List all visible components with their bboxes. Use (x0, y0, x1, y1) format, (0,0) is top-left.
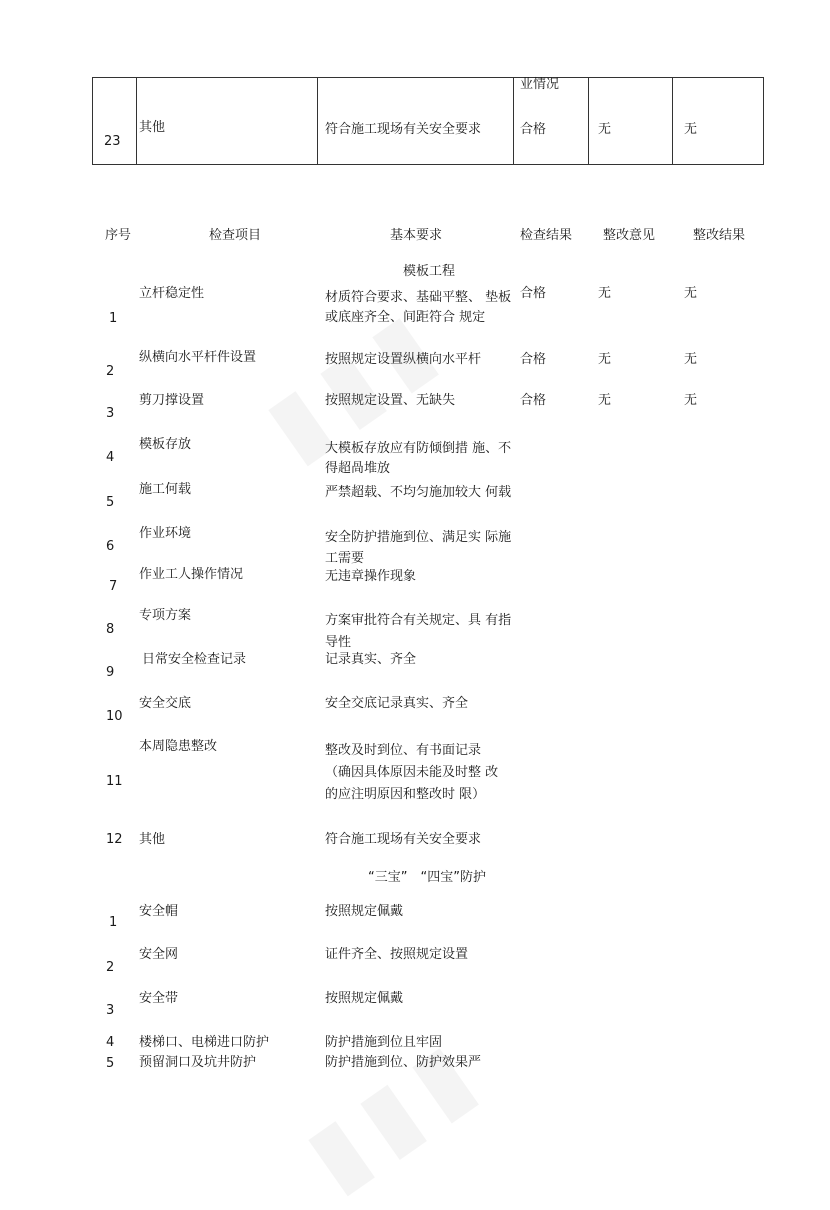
requirement-line: 无违章操作现象 (325, 569, 417, 584)
row-number: 4 (106, 1035, 115, 1050)
check-item: 安全交底 (139, 696, 192, 711)
check-item: 日常安全检查记录 (142, 652, 247, 667)
check-item: 纵横向水平杆件设置 (139, 350, 257, 365)
requirement-line: 按照规定设置纵横向水平杆 (325, 352, 482, 367)
check-result: 合格 (520, 122, 547, 137)
requirement-line: 记录真实、齐全 (325, 652, 417, 667)
row-number: 1 (109, 311, 118, 326)
check-item: 预留洞口及坑井防护 (139, 1055, 257, 1070)
row-number: 1 (109, 915, 118, 930)
check-item: 其他 (139, 832, 166, 847)
requirement-line: 按照规定设置、无缺失 (325, 393, 456, 408)
check-item: 本周隐患整改 (139, 739, 218, 754)
section-title-formwork: 模板工程 (403, 264, 456, 279)
check-item: 作业工人操作情况 (139, 567, 244, 582)
continued-result-text: 业情况 (520, 77, 560, 92)
requirement-line: 或底座齐全、间距符合 规定 (325, 310, 486, 325)
check-item: 安全带 (139, 991, 179, 1006)
check-item: 安全帽 (139, 904, 179, 919)
header-requirement: 基本要求 (390, 228, 443, 243)
requirement-line: 整改及时到位、有书面记录 (325, 743, 482, 758)
row-number: 11 (106, 774, 123, 789)
check-item: 楼梯口、电梯进口防护 (139, 1035, 270, 1050)
row-number: 8 (106, 622, 115, 637)
check-result: 合格 (520, 352, 547, 367)
rectify-opinion: 无 (598, 122, 612, 137)
requirement-line: 证件齐全、按照规定设置 (325, 947, 469, 962)
row-number: 7 (109, 579, 118, 594)
rectify-opinion: 无 (598, 393, 612, 408)
requirement-line: 得超咼堆放 (325, 461, 391, 476)
row-number: 2 (106, 364, 115, 379)
header-result: 检查结果 (520, 228, 573, 243)
row-number: 3 (106, 1003, 115, 1018)
row-number: 3 (106, 406, 115, 421)
rectify-outcome: 无 (684, 122, 698, 137)
requirement-line: 大模板存放应有防倾倒措 施、不 (325, 441, 512, 456)
header-item: 检查项目 (209, 228, 262, 243)
row-number: 6 (106, 539, 115, 554)
requirement-line: 按照规定佩戴 (325, 991, 404, 1006)
requirement-line: 安全防护措施到位、满足实 际施 (325, 530, 512, 545)
row-number: 12 (106, 832, 123, 847)
requirement-line: 方案审批符合有关规定、具 有指 (325, 613, 512, 628)
check-item: 模板存放 (139, 437, 192, 452)
requirement-line: 安全交底记录真实、齐全 (325, 696, 469, 711)
check-result: 合格 (520, 393, 547, 408)
header-opinion: 整改意见 (603, 228, 656, 243)
row-number: 9 (106, 665, 115, 680)
requirement-line: 的应注明原因和整改时 限） (325, 787, 486, 802)
requirement: 符合施工现场有关安全要求 (325, 122, 482, 137)
rectify-outcome: 无 (684, 352, 698, 367)
check-item: 专项方案 (139, 608, 192, 623)
section-title-protection: “三宝” “四宝”防护 (368, 870, 486, 885)
row-number: 4 (106, 450, 115, 465)
check-item: 其他 (139, 120, 166, 135)
check-item: 施工何载 (139, 482, 192, 497)
check-item: 剪刀撑设置 (139, 393, 205, 408)
row-number: 10 (106, 709, 123, 724)
header-outcome: 整改结果 (693, 228, 746, 243)
requirement-line: 导性 (325, 635, 352, 650)
requirement-line: 符合施工现场有关安全要求 (325, 832, 482, 847)
check-item: 安全网 (139, 947, 179, 962)
rectify-opinion: 无 (598, 286, 612, 301)
requirement-line: 严禁超载、不均匀施加较大 何载 (325, 485, 512, 500)
check-item: 立杆稳定性 (139, 286, 205, 301)
row-number: 23 (104, 134, 121, 149)
requirement-line: 工需要 (325, 551, 365, 566)
row-number: 5 (106, 495, 115, 510)
rectify-opinion: 无 (598, 352, 612, 367)
requirement-line: 材质符合要求、基础平整、 垫板 (325, 290, 512, 305)
rectify-outcome: 无 (684, 393, 698, 408)
check-result: 合格 (520, 286, 547, 301)
row-number: 2 (106, 960, 115, 975)
requirement-line: 按照规定佩戴 (325, 904, 404, 919)
row-number: 5 (106, 1056, 115, 1071)
check-item: 作业环境 (139, 526, 192, 541)
rectify-outcome: 无 (684, 286, 698, 301)
header-no: 序号 (105, 228, 132, 243)
requirement-line: 防护措施到位、防护效果严 (325, 1055, 482, 1070)
requirement-line: （确因具体原因未能及时整 改 (325, 765, 499, 780)
requirement-line: 防护措施到位且牢固 (325, 1035, 443, 1050)
